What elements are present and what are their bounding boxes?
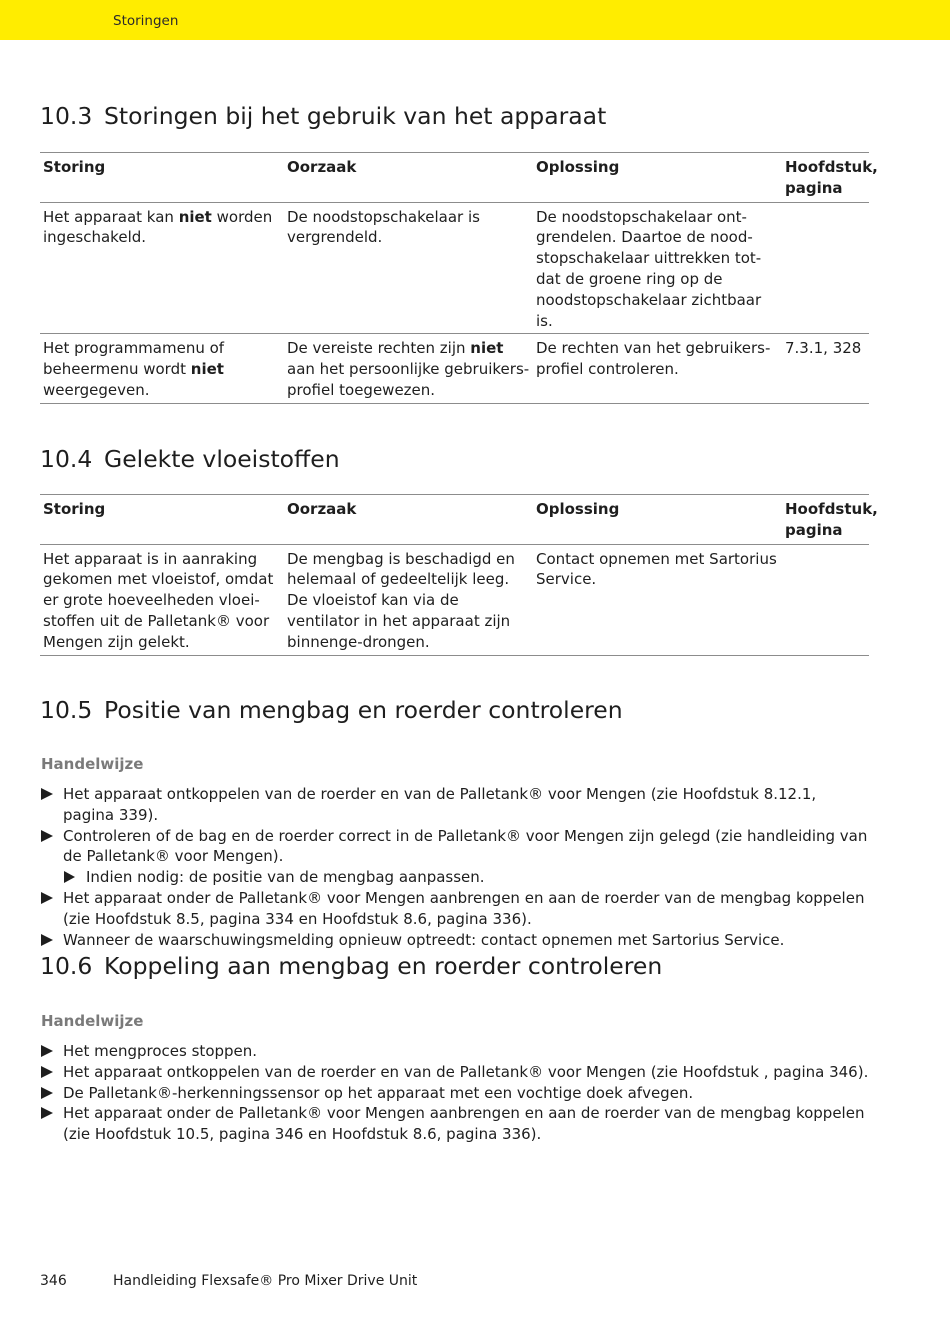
procedure-steps-10-5	[40, 784, 870, 950]
list-item	[40, 1062, 870, 1083]
arrow-bullet-icon	[41, 1107, 53, 1119]
step-text: Het apparaat onder de Palletank® voor Mengen aanbrengen en aan de roerder van de mengbag koppelen (zie Hoofdstuk 8.5, pagina 334 en Hoofdstuk 8.6, pagina 336).	[63, 888, 865, 928]
section-10-4	[40, 444, 869, 474]
cell-storing: Het apparaat kan niet worden ingeschakeld.	[40, 202, 284, 334]
column-header-oplossing: Oplossing	[533, 153, 782, 203]
list-item	[40, 784, 870, 826]
section-number: 10.3	[40, 102, 93, 130]
list-item	[40, 930, 870, 951]
step-text: Indien nodig: de positie van de mengbag aanpassen.	[86, 868, 485, 887]
cell-oplossing: De rechten van het gebruikers-profiel controleren.	[533, 334, 782, 403]
table-row	[40, 334, 869, 403]
table-header-row	[40, 495, 869, 545]
section-10-3	[40, 101, 869, 131]
cell-oplossing: Contact opnemen met Sartorius Service.	[533, 544, 782, 655]
arrow-bullet-icon	[41, 934, 53, 946]
section-title	[40, 695, 869, 725]
step-text: De Palletank®-herkenningssensor op het apparaat met een vochtige doek afvegen.	[63, 1083, 694, 1102]
step-text: Het mengproces stoppen.	[63, 1042, 258, 1060]
column-header-storing: Storing	[40, 495, 284, 545]
arrow-bullet-icon	[64, 871, 75, 883]
arrow-bullet-icon	[41, 1066, 53, 1078]
cell-oorzaak: De noodstopschakelaar is vergrendeld.	[284, 202, 533, 334]
list-item	[40, 826, 870, 868]
step-text: Het apparaat onder de Palletank® voor Mengen aanbrengen en aan de roerder van de mengbag koppelen (zie Hoofdstuk 10.5, pagina 346 en Hoofdstuk 8.6, pagina 336).	[63, 1104, 865, 1144]
column-header-hoofdstuk: Hoofdstuk, pagina	[782, 495, 869, 545]
section-10-6	[40, 951, 869, 981]
list-item	[40, 888, 870, 930]
cell-hoofdstuk	[782, 202, 869, 334]
table-header-row	[40, 153, 869, 203]
column-header-oorzaak: Oorzaak	[284, 153, 533, 203]
section-number: 10.5	[40, 696, 93, 724]
arrow-bullet-icon	[41, 1045, 53, 1057]
step-text: Wanneer de waarschuwingsmelding opnieuw optreedt: contact opnemen met Sartorius Service.	[63, 930, 785, 949]
cell-oplossing: De noodstopschakelaar ont-grendelen. Daartoe de nood-stopschakelaar uittrekken tot-dat de groene ring op de noodstopschakelaar zichtbaar is.	[533, 202, 782, 334]
table-10-3	[40, 152, 878, 404]
arrow-bullet-icon	[41, 788, 53, 800]
arrow-bullet-icon	[41, 892, 53, 904]
header-bar	[0, 0, 950, 40]
column-header-storing: Storing	[40, 153, 284, 203]
section-title-text: Koppeling aan mengbag en roerder controleren	[104, 952, 663, 980]
procedure-subheading: Handelwijze	[41, 755, 144, 773]
cell-storing: Het apparaat is in aanraking gekomen met vloeistof, omdat er grote hoeveelheden vloei-stoffen uit de Palletank® voor Mengen zijn gelekt.	[40, 544, 284, 655]
table-row	[40, 202, 869, 334]
section-number: 10.6	[40, 952, 93, 980]
table-row	[40, 544, 869, 655]
section-title-text: Storingen bij het gebruik van het apparaat	[104, 102, 607, 130]
footer-document-title: Handleiding Flexsafe® Pro Mixer Drive Unit	[113, 1273, 418, 1289]
step-text: Het apparaat ontkoppelen van de roerder en van de Palletank® voor Mengen (zie Hoofdstuk 8.12.1, pagina 339).	[63, 785, 817, 824]
cell-hoofdstuk	[782, 544, 869, 655]
cell-oorzaak: De vereiste rechten zijn niet aan het persoonlijke gebruikers-profiel toegewezen.	[284, 334, 533, 403]
column-header-oorzaak: Oorzaak	[284, 495, 533, 545]
list-item	[40, 867, 870, 888]
section-title-text: Positie van mengbag en roerder controleren	[104, 696, 623, 724]
step-text: Het apparaat ontkoppelen van de roerder en van de Palletank® voor Mengen (zie Hoofdstuk , pagina 346).	[63, 1062, 869, 1081]
cell-storing: Het programmamenu of beheermenu wordt niet weergegeven.	[40, 334, 284, 403]
list-item	[40, 1103, 870, 1145]
section-title-text: Gelekte vloeistoffen	[104, 445, 340, 473]
column-header-hoofdstuk: Hoofdstuk, pagina	[782, 153, 869, 203]
list-item	[40, 1041, 870, 1062]
arrow-bullet-icon	[41, 1087, 53, 1099]
list-item	[40, 1083, 870, 1104]
cell-oorzaak: De mengbag is beschadigd en helemaal of gedeeltelijk leeg. De vloeistof kan via de ventilator in het apparaat zijn binnenge-drongen.	[284, 544, 533, 655]
procedure-subheading: Handelwijze	[41, 1012, 144, 1030]
column-header-oplossing: Oplossing	[533, 495, 782, 545]
arrow-bullet-icon	[41, 830, 53, 842]
table-10-4	[40, 494, 878, 656]
section-title	[40, 101, 869, 131]
footer-page-number: 346	[40, 1273, 67, 1289]
procedure-steps-10-6	[40, 1041, 870, 1145]
section-title	[40, 951, 869, 981]
header-section-label: Storingen	[113, 13, 179, 29]
section-10-5	[40, 695, 869, 725]
section-number: 10.4	[40, 445, 93, 473]
cell-hoofdstuk: 7.3.1, 328	[782, 334, 869, 403]
section-title	[40, 444, 869, 474]
step-text: Controleren of de bag en de roerder correct in de Palletank® voor Mengen zijn gelegd (zie handleiding van de Palletank® voor Mengen).	[63, 826, 868, 866]
